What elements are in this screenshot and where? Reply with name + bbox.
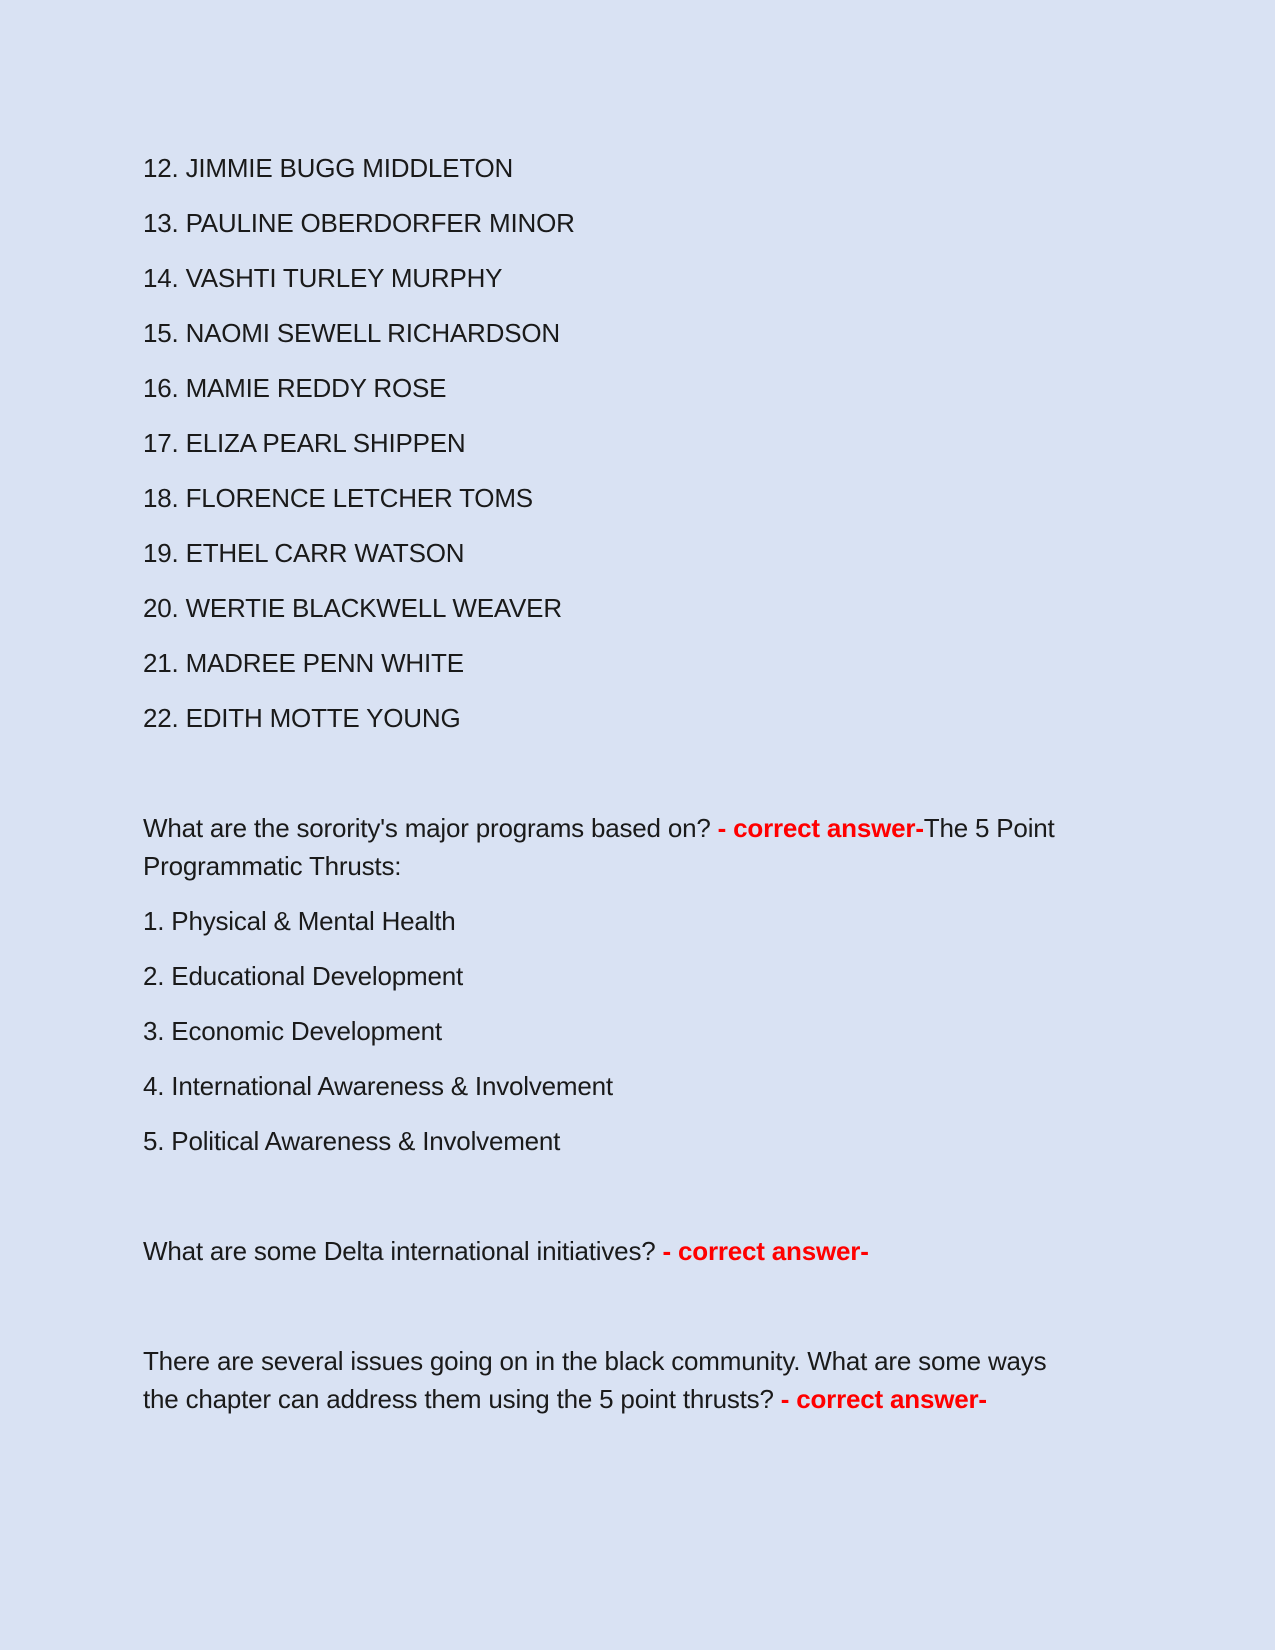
- text-run: 12. JIMMIE BUGG MIDDLETON: [143, 153, 514, 183]
- text-run: Programmatic Thrusts:: [143, 851, 402, 881]
- text-run: There are several issues going on in the black community. What are some ways: [143, 1346, 1047, 1376]
- text-line: [143, 259, 1145, 297]
- blank-line: [143, 754, 1145, 792]
- text-run: The 5 Point: [923, 813, 1055, 843]
- text-line: [143, 204, 1145, 242]
- text-line: [143, 1342, 1145, 1380]
- text-line: [143, 149, 1145, 187]
- founder-list-item: [143, 644, 1145, 682]
- question-paragraph: [143, 809, 1145, 885]
- text-run: 17. ELIZA PEARL SHIPPEN: [143, 428, 466, 458]
- thrust-list-item: [143, 957, 1145, 995]
- text-line: [143, 479, 1145, 517]
- founder-list-item: [143, 314, 1145, 352]
- founder-list-item: [143, 149, 1145, 187]
- text-line: [143, 699, 1145, 737]
- founder-list-item: [143, 259, 1145, 297]
- thrust-list-item: [143, 1067, 1145, 1105]
- text-run: 19. ETHEL CARR WATSON: [143, 538, 465, 568]
- text-run: 21. MADREE PENN WHITE: [143, 648, 464, 678]
- text-line: [143, 1012, 1145, 1050]
- text-line: [143, 1067, 1145, 1105]
- founder-list-item: [143, 204, 1145, 242]
- question-paragraph: [143, 1232, 1145, 1270]
- spacer: [143, 1177, 1145, 1215]
- text-run: 16. MAMIE REDDY ROSE: [143, 373, 447, 403]
- text-run: 15. NAOMI SEWELL RICHARDSON: [143, 318, 560, 348]
- founder-list-item: [143, 369, 1145, 407]
- text-line: [143, 369, 1145, 407]
- text-line: [143, 589, 1145, 627]
- blank-line: [143, 1287, 1145, 1325]
- text-run: 2. Educational Development: [143, 961, 464, 991]
- thrust-list-item: [143, 1012, 1145, 1050]
- spacer: [143, 754, 1145, 792]
- text-line: [143, 902, 1145, 940]
- text-run: 13. PAULINE OBERDORFER MINOR: [143, 208, 575, 238]
- text-run: 3. Economic Development: [143, 1016, 442, 1046]
- text-line: [143, 424, 1145, 462]
- text-line: [143, 957, 1145, 995]
- founder-list-item: [143, 699, 1145, 737]
- text-run: 18. FLORENCE LETCHER TOMS: [143, 483, 533, 513]
- text-line: [143, 1232, 1145, 1270]
- text-line: [143, 1122, 1145, 1160]
- question-paragraph: [143, 1342, 1145, 1418]
- blank-line: [143, 1177, 1145, 1215]
- text-run: What are some Delta international initiatives?: [143, 1236, 663, 1266]
- text-run: 20. WERTIE BLACKWELL WEAVER: [143, 593, 562, 623]
- text-run: 4. International Awareness & Involvement: [143, 1071, 613, 1101]
- text-line: [143, 1380, 1145, 1418]
- founder-list-item: [143, 479, 1145, 517]
- text-run: the chapter can address them using the 5 point thrusts?: [143, 1384, 781, 1414]
- text-line: [143, 314, 1145, 352]
- founder-list-item: [143, 424, 1145, 462]
- text-line: [143, 809, 1145, 847]
- text-run: 22. EDITH MOTTE YOUNG: [143, 703, 461, 733]
- text-line: [143, 534, 1145, 572]
- text-run: 5. Political Awareness & Involvement: [143, 1126, 561, 1156]
- founder-list-item: [143, 589, 1145, 627]
- text-line: [143, 847, 1145, 885]
- text-line: [143, 644, 1145, 682]
- spacer: [143, 1287, 1145, 1325]
- text-run: 14. VASHTI TURLEY MURPHY: [143, 263, 503, 293]
- correct-answer-marker: - correct answer-: [717, 813, 924, 843]
- thrust-list-item: [143, 902, 1145, 940]
- correct-answer-marker: - correct answer-: [662, 1236, 869, 1266]
- thrust-list-item: [143, 1122, 1145, 1160]
- correct-answer-marker: - correct answer-: [780, 1384, 987, 1414]
- text-run: What are the sorority's major programs based on?: [143, 813, 718, 843]
- text-run: 1. Physical & Mental Health: [143, 906, 456, 936]
- founder-list-item: [143, 534, 1145, 572]
